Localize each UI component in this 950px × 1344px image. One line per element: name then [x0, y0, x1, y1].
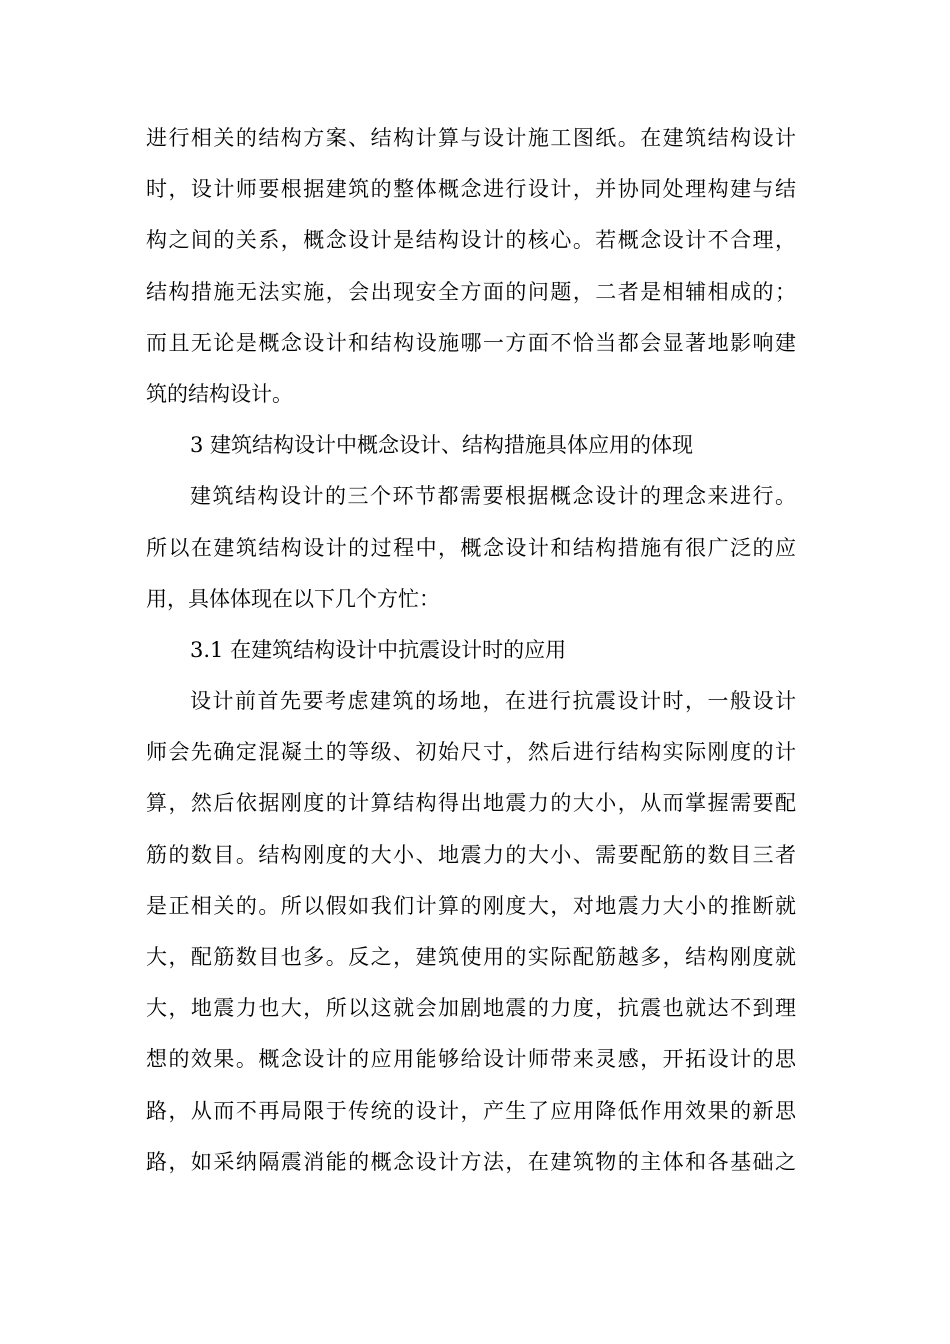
- text-line: 所以在建筑结构设计的过程中，概念设计和结构措施有很广泛的应: [146, 535, 796, 560]
- text-line: 设计前首先要考虑建筑的场地，在进行抗震设计时，一般设计: [190, 689, 796, 714]
- text-line: 而且无论是概念设计和结构设施哪一方面不恰当都会显著地影响建: [146, 330, 796, 355]
- body-text: [146, 113, 796, 1188]
- text-line: 结构措施无法实施，会出现安全方面的问题，二者是相辅相成的；: [146, 279, 796, 304]
- text-line: 3 建筑结构设计中概念设计、结构措施具体应用的体现: [190, 433, 694, 458]
- text-line: 构之间的关系，概念设计是结构设计的核心。若概念设计不合理，: [146, 228, 796, 253]
- text-line: 算，然后依据刚度的计算结构得出地震力的大小，从而掌握需要配: [146, 791, 796, 816]
- text-line: 是正相关的。所以假如我们计算的刚度大，对地震力大小的推断就: [146, 893, 796, 918]
- text-line: 时，设计师要根据建筑的整体概念进行设计，并协同处理构建与结: [146, 177, 796, 202]
- text-line: 想的效果。概念设计的应用能够给设计师带来灵感，开拓设计的思: [146, 1047, 796, 1072]
- text-line: 进行相关的结构方案、结构计算与设计施工图纸。在建筑结构设计: [146, 126, 796, 150]
- text-line: 路，如采纳隔震消能的概念设计方法，在建筑物的主体和各基础之: [146, 1149, 796, 1174]
- text-line: 大，配筋数目也多。反之，建筑使用的实际配筋越多，结构刚度就: [146, 945, 796, 969]
- text-line: 路，从而不再局限于传统的设计，产生了应用降低作用效果的新思: [146, 1098, 796, 1123]
- text-line: 师会先确定混凝土的等级、初始尺寸，然后进行结构实际刚度的计: [146, 740, 796, 765]
- text-line: 筑的结构设计。: [146, 381, 293, 406]
- text-line: 用，具体体现在以下几个方忙：: [146, 586, 440, 611]
- text-line: 3.1 在建筑结构设计中抗震设计时的应用: [190, 637, 567, 662]
- text-line: 大，地震力也大，所以这就会加剧地震的力度，抗震也就达不到理: [146, 996, 796, 1021]
- text-line: 筋的数目。结构刚度的大小、地震力的大小、需要配筋的数目三者: [146, 842, 796, 867]
- text-line: 建筑结构设计的三个环节都需要根据概念设计的理念来进行。: [190, 484, 796, 509]
